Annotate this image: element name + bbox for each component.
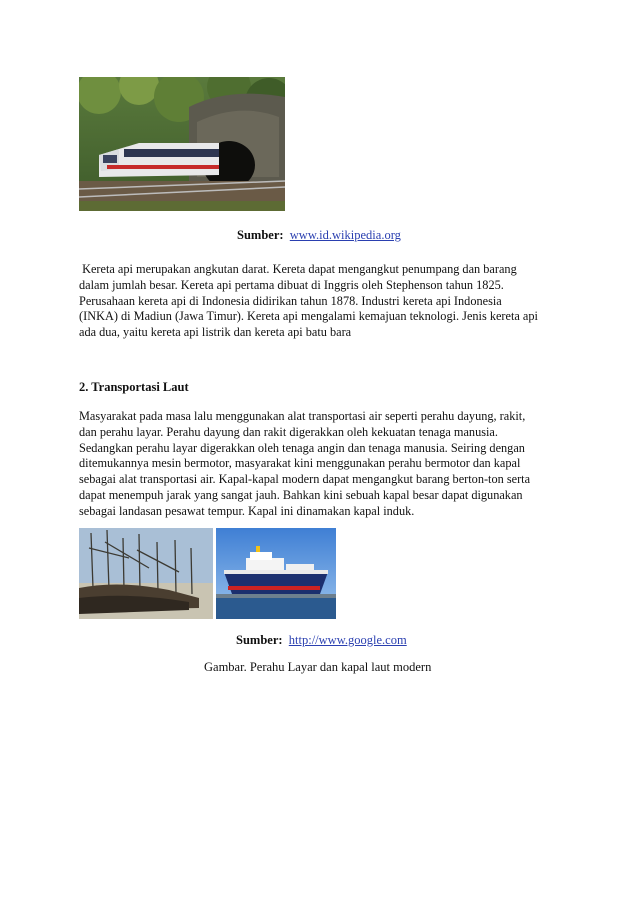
text-line: dalam jumlah besar. Kereta api pertama dibuat di Inggris oleh Stephenson tahun 1825. (79, 277, 504, 292)
text-line: (INKA) di Madiun (Jawa Timur). Kereta api mengalami kemajuan teknologi. Jenis kereta api (79, 309, 538, 324)
text-line: Perusahaan kereta api di Indonesia didirikan tahun 1878. Industri kereta api Indonesia (79, 293, 502, 308)
text-line: dan perahu layar. Perahu dayung dan rakit digerakkan oleh kekuatan tenaga manusia. (79, 424, 498, 439)
source-link[interactable]: www.id.wikipedia.org (289, 228, 401, 242)
sailboats-photo (79, 528, 213, 619)
text-line: Masyarakat pada masa lalu menggunakan alat transportasi air seperti perahu dayung, rakit, (79, 409, 526, 423)
paragraph-train (79, 262, 571, 341)
text-line: sebagai landasan pesawat tempur. Kapal ini dinamakan kapal induk. (79, 503, 415, 518)
text-line: sebagai alat transportasi air. Kapal-kapal modern dapat mengangkut barang berton-ton serta (79, 472, 531, 487)
figure-caption: Gambar. Perahu Layar dan kapal laut modern (204, 660, 432, 674)
source-caption-2 (236, 633, 407, 648)
text-line: Kereta api merupakan angkutan darat. Kereta dapat mengangkut penumpang dan barang (79, 262, 517, 276)
text-line: dapat menempuh jarak yang sangat jauh. Bahkan kini sebuah kapal besar dapat digunakan (79, 487, 523, 502)
text-line: ada dua, yaitu kereta api listrik dan kereta api batu bara (79, 325, 352, 340)
source-label: Sumber: (237, 228, 284, 242)
text-line: ditemukannya mesin bermotor, masyarakat kini menggunakan perahu bermotor dan kapal (79, 456, 521, 471)
paragraph-sea (79, 409, 571, 520)
text-line: Sedangkan perahu layar digerakkan oleh tenaga angin dan tenaga manusia. Seiring dengan (79, 440, 525, 455)
source-label: Sumber: (236, 633, 283, 647)
section-heading: 2. Transportasi Laut (79, 380, 189, 394)
train-photo (79, 77, 285, 211)
modern-ship-photo (216, 528, 336, 619)
source-link[interactable]: http://www.google.com (288, 633, 407, 647)
source-caption-1 (237, 228, 401, 243)
